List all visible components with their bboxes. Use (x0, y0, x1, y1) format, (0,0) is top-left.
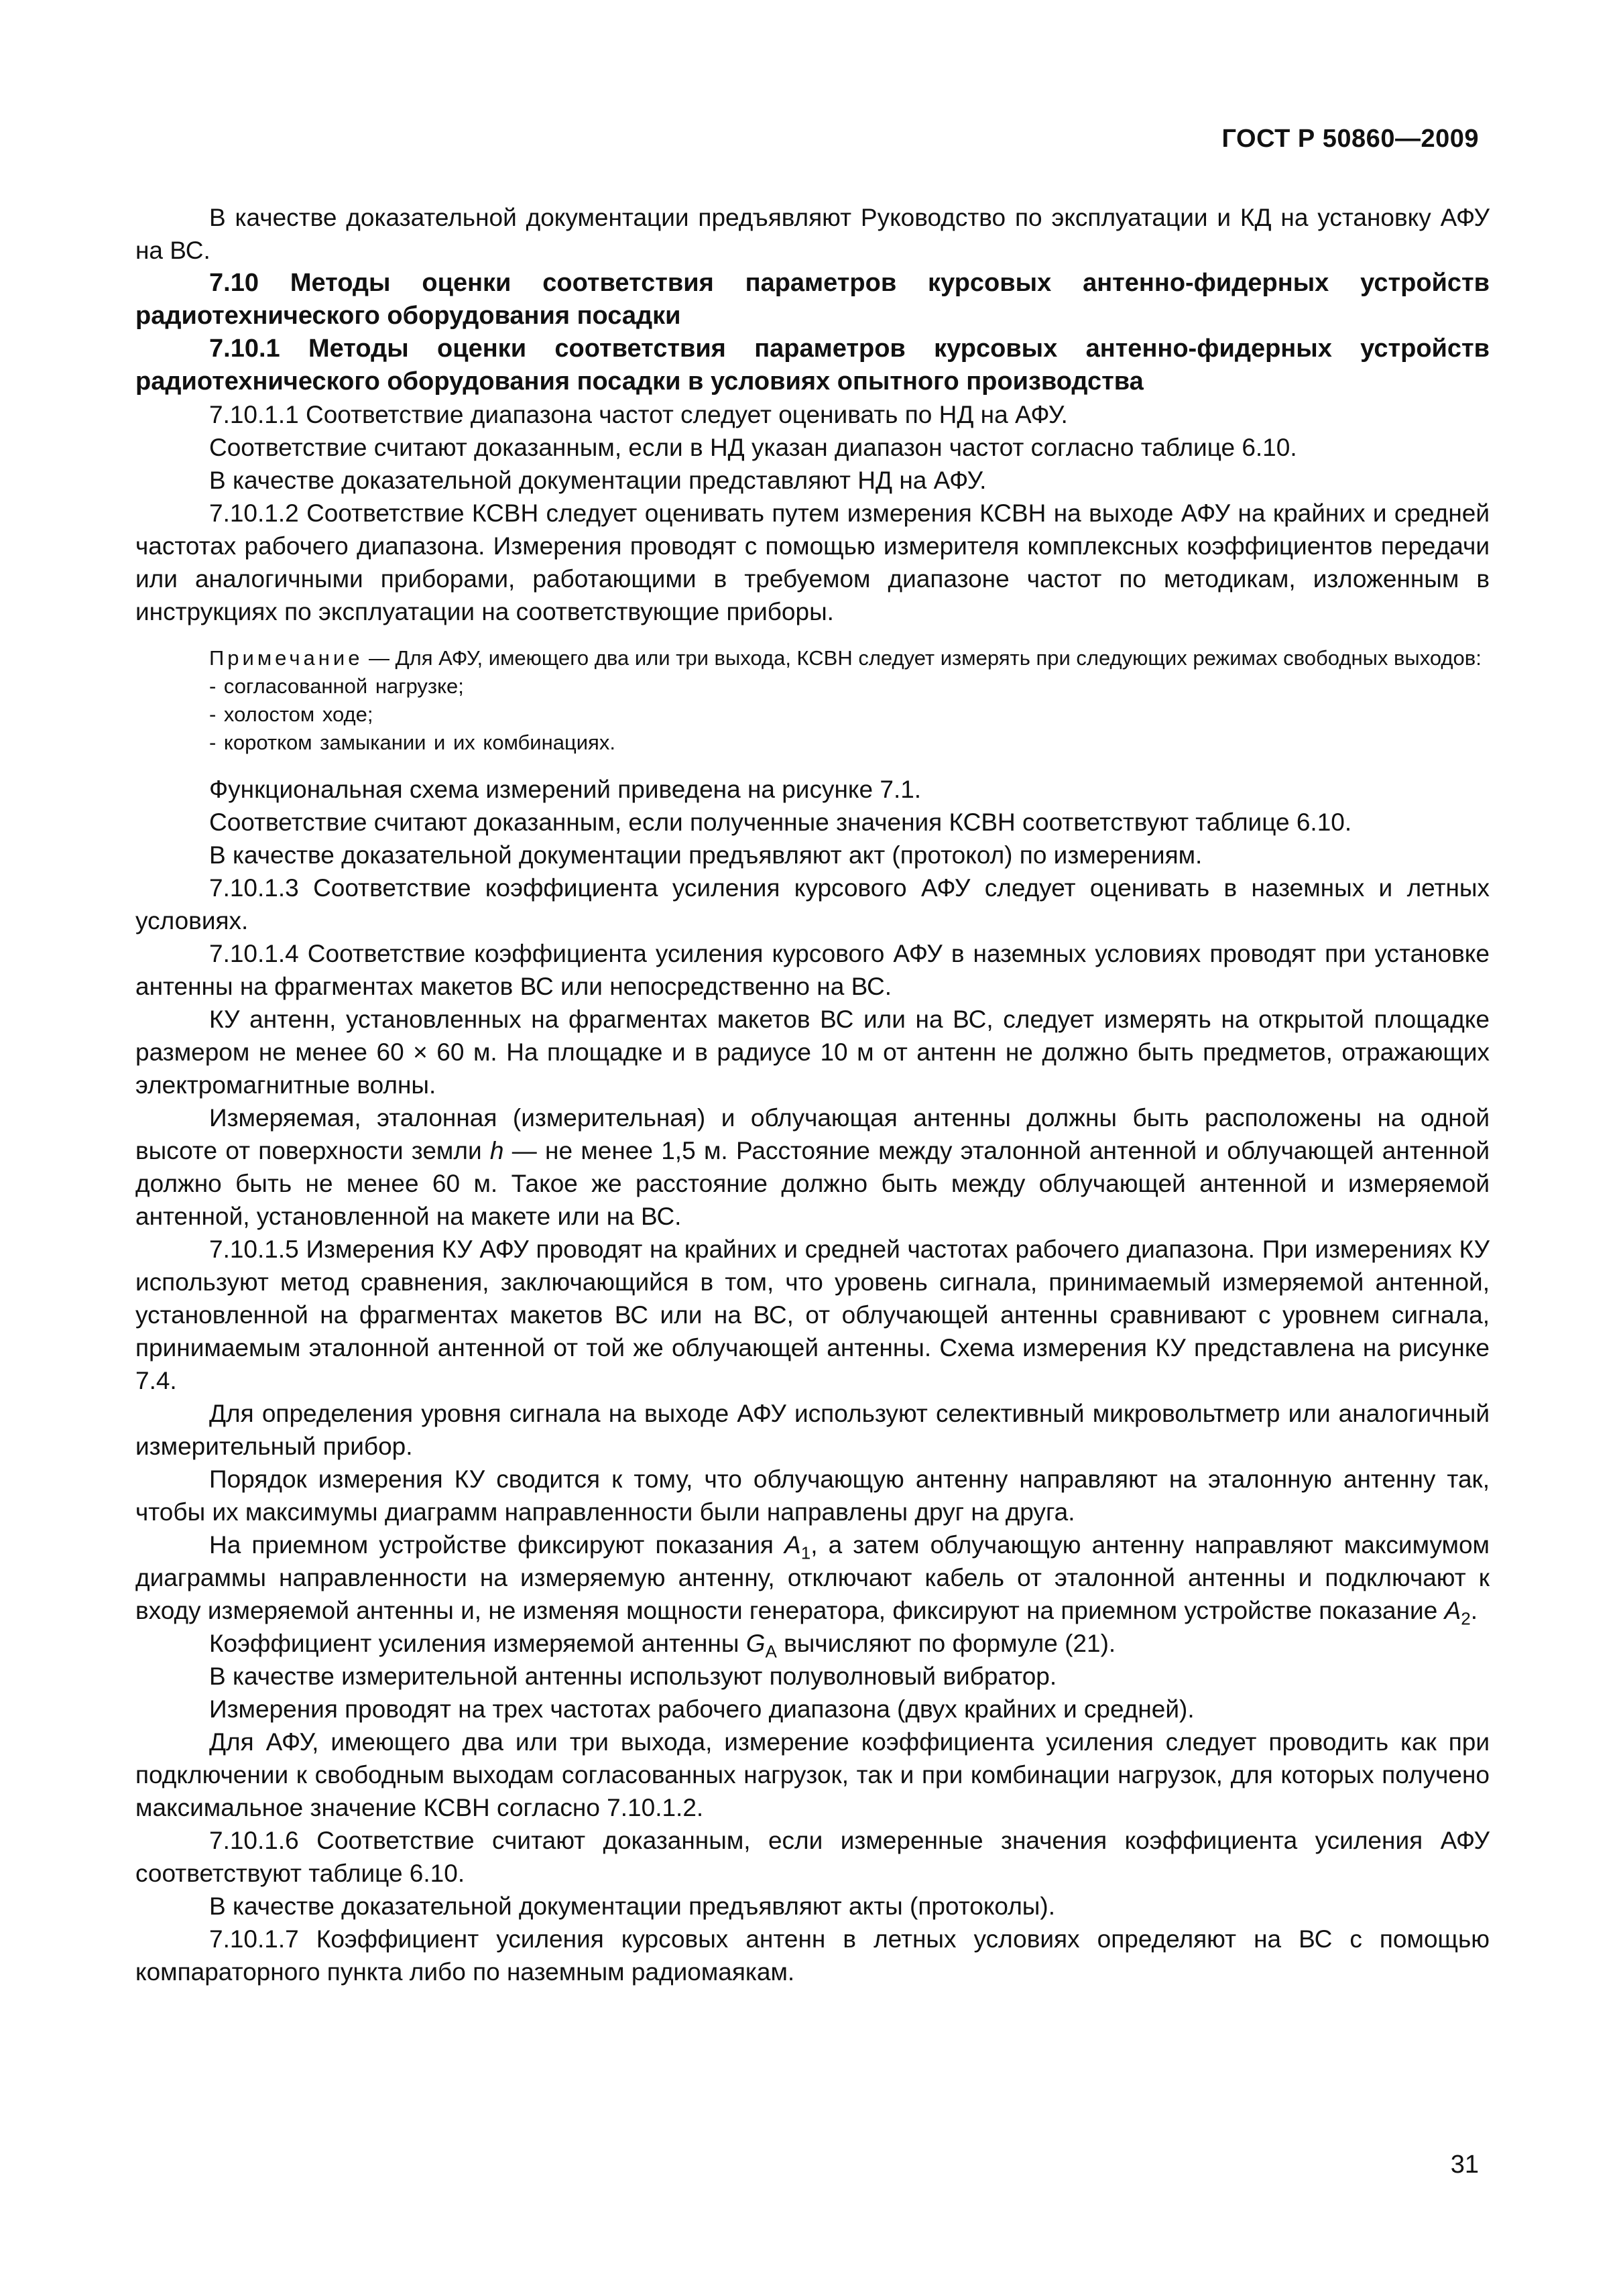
text-run: Измеряемая, эталонная (измерительная) и облучающая антенны должны быть расположены на одной высоте от поверхности земли (135, 1104, 1490, 1164)
paragraph: В качестве доказательной документации представляют НД на АФУ. (209, 467, 987, 494)
paragraph: КУ антенн, установленных на фрагментах макетов ВС или на ВС, следует измерять на открытой площадке размером не менее 60 × 60 м. На площадке и в радиусе 10 м от антенн не должно быть предметов, отражающих электромагнитные волны. (135, 1006, 1490, 1099)
note-list-item: - согласованной нагрузке; (209, 674, 464, 698)
paragraph-7-10-1-3: 7.10.1.3 Соответствие коэффициента усиления курсового АФУ следует оценивать в наземных и летных условиях. (135, 874, 1490, 934)
paragraph-readings (135, 1528, 1490, 1627)
paragraph-7-10-1-6: 7.10.1.6 Соответствие считают доказанным, если измеренные значения коэффициента усиления АФУ соответствуют таблице 6.10. (135, 1827, 1490, 1887)
note-list-item: - холостом ходе; (209, 703, 373, 726)
paragraph-7-10-1-4: 7.10.1.4 Соответствие коэффициента усиления курсового АФУ в наземных условиях проводят при установке антенны на фрагментах макетов ВС или непосредственно на ВС. (135, 940, 1490, 1000)
paragraph-7-10-1-2: 7.10.1.2 Соответствие КСВН следует оценивать путем измерения КСВН на выходе АФУ на крайних и средней частотах рабочего диапазона. Измерения проводят с помощью измерителя комплексных коэффициентов передачи или аналогичными приборами, работающими в требуемом диапазоне частот по методикам, изложенным в инструкциях по эксплуатации на соответствующие приборы. (135, 499, 1490, 625)
symbol-a2: A (1444, 1597, 1461, 1624)
paragraph-antenna-height (135, 1101, 1490, 1233)
page-number: 31 (1450, 2151, 1479, 2179)
note-body: — Для АФУ, имеющего два или три выхода, КСВН следует измерять при следующих режимах свободных выходов: (363, 646, 1482, 670)
text-run: На приемном устройстве фиксируют показания (209, 1531, 785, 1559)
note-lead: Примечание (209, 646, 363, 670)
document-header: ГОСТ Р 50860—2009 (1221, 125, 1479, 153)
subscript: 1 (800, 1543, 811, 1563)
paragraph: Для АФУ, имеющего два или три выхода, измерение коэффициента усиления следует проводить как при подключении к свободным выходам согласованных нагрузок, так и при комбинации нагрузок, для которых получено максимальное значение КСВН согласно 7.10.1.2. (135, 1728, 1490, 1821)
subscript: A (765, 1641, 777, 1662)
paragraph-doc-docs: В качестве доказательной документации предъявляют Руководство по эксплуатации и КД на установку АФУ на ВС. (135, 204, 1490, 264)
note-text (135, 644, 1490, 672)
text-run: . (1470, 1597, 1478, 1624)
note-list-item: - коротком замыкании и их комбинациях. (209, 731, 615, 754)
paragraph: Функциональная схема измерений приведена на рисунке 7.1. (209, 776, 922, 803)
text-run: , а затем облучающую антенну направляют максимумом диаграммы направленности на измеряемую антенну, отключают кабель от эталонной антенны и подключают к входу измеряемой антенны и, не изменяя мощности генератора, фиксируют на приемном устройстве показание (135, 1531, 1490, 1624)
paragraph: Для определения уровня сигнала на выходе АФУ используют селективный микровольтметр или аналогичный измерительный прибор. (135, 1400, 1490, 1460)
symbol-ga: G (745, 1630, 766, 1657)
paragraph-7-10-1-7: 7.10.1.7 Коэффициент усиления курсовых антенн в летных условиях определяют на ВС с помощью компараторного пункта либо по наземным радиомаякам. (135, 1925, 1490, 1986)
paragraph: В качестве доказательной документации предъявляют акты (протоколы). (209, 1892, 1055, 1920)
section-heading-7-10-1: 7.10.1 Методы оценки соответствия параметров курсовых антенно-фидерных устройств радиотехнического оборудования посадки в условиях опытного производства (135, 335, 1490, 396)
section-heading-7-10: 7.10 Методы оценки соответствия параметров курсовых антенно-фидерных устройств радиотехнического оборудования посадки (135, 269, 1490, 330)
text-run: вычисляют по формуле (21). (776, 1630, 1116, 1657)
paragraph-7-10-1-1: 7.10.1.1 Соответствие диапазона частот следует оценивать по НД на АФУ. (209, 401, 1068, 428)
document-body (135, 201, 1490, 1988)
paragraph: Соответствие считают доказанным, если полученные значения КСВН соответствуют таблице 6.10. (209, 808, 1352, 836)
paragraph: В качестве доказательной документации предъявляют акт (протокол) по измерениям. (209, 841, 1203, 869)
text-run: Коэффициент усиления измеряемой антенны (209, 1630, 746, 1657)
paragraph: Порядок измерения КУ сводится к тому, что облучающую антенну направляют на эталонную антенну так, чтобы их максимумы диаграмм направленности были направлены друг на друга. (135, 1465, 1490, 1526)
text-run: — не менее 1,5 м. Расстояние между эталонной антенной и облучающей антенной должно быть не менее 60 м. Такое же расстояние должно быть между облучающей антенной и измеряемой антенной, установленной на макете или на ВС. (135, 1137, 1490, 1230)
paragraph-7-10-1-5: 7.10.1.5 Измерения КУ АФУ проводят на крайних и средней частотах рабочего диапазона. При измерениях КУ используют метод сравнения, заключающийся в том, что уровень сигнала, принимаемый измеряемой антенной, установленной на фрагментах макетов ВС или на ВС, от облучающей антенны сравнивают с уровнем сигнала, принимаемым эталонной антенной от той же облучающей антенны. Схема измерения КУ представлена на рисунке 7.4. (135, 1235, 1490, 1394)
symbol-h: h (489, 1137, 504, 1164)
paragraph: Соответствие считают доказанным, если в НД указан диапазон частот согласно таблице 6.10. (209, 434, 1297, 461)
paragraph: В качестве измерительной антенны используют полуволновый вибратор. (209, 1663, 1057, 1690)
paragraph-gain-formula (135, 1627, 1490, 1660)
symbol-a1: A (784, 1531, 801, 1559)
note-block (135, 644, 1490, 757)
paragraph: Измерения проводят на трех частотах рабочего диапазона (двух крайних и средней). (209, 1695, 1195, 1723)
subscript: 2 (1461, 1608, 1471, 1629)
